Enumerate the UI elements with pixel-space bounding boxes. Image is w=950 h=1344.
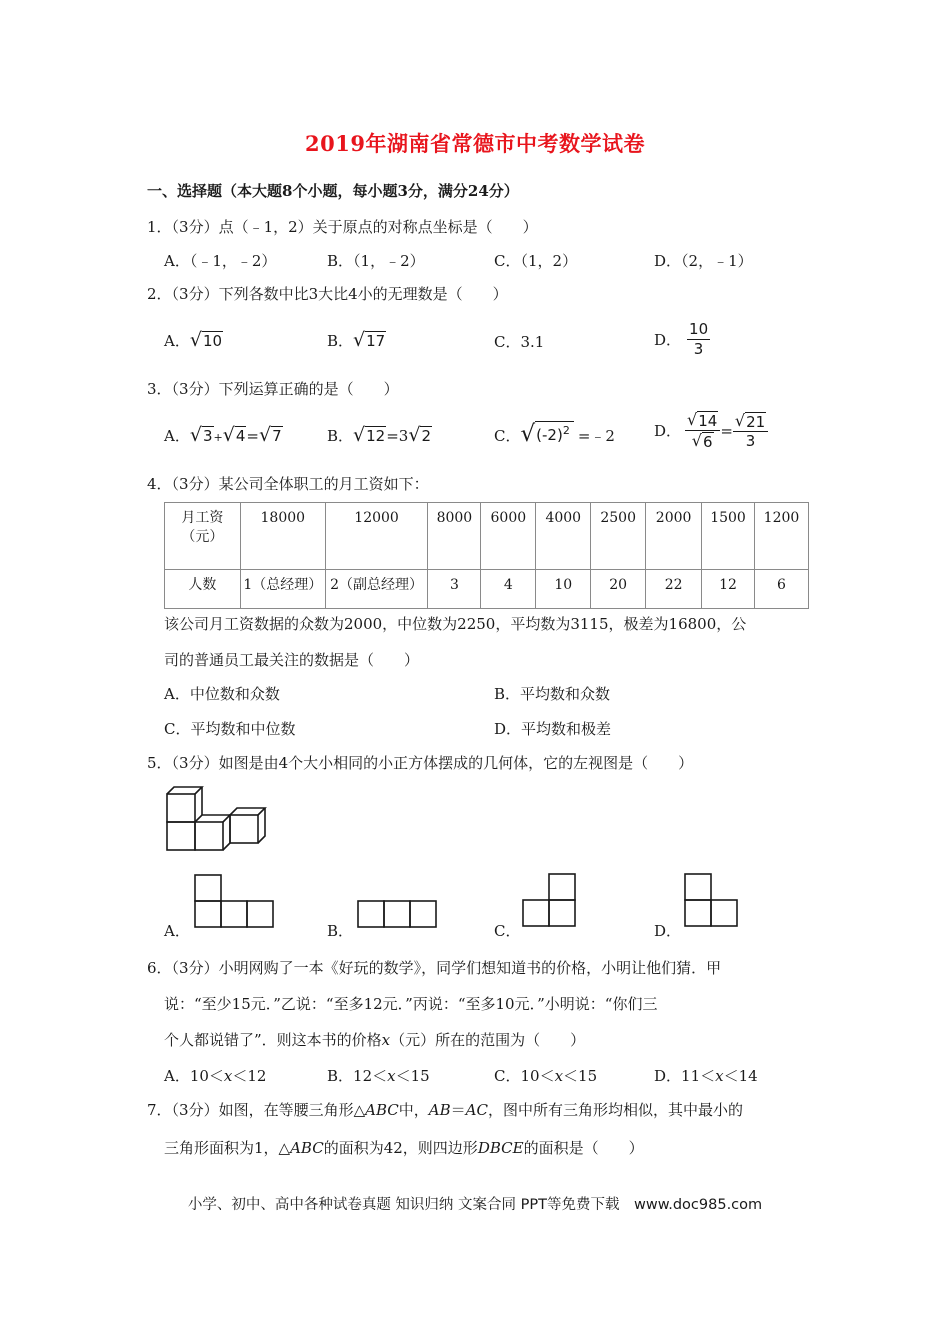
- table-cell: 1200: [755, 503, 809, 570]
- question-1-stem: 1．（3分）点（﹣1，2）关于原点的对称点坐标是（ ）: [147, 218, 538, 236]
- equals-sign: =: [720, 421, 733, 440]
- radicand: 7: [272, 427, 282, 445]
- table-cell: 2500: [591, 503, 646, 570]
- q6-option-a[interactable]: [164, 1066, 266, 1086]
- text-span: 7．（3分）如图，在等腰三角形△: [147, 1101, 366, 1119]
- q6-option-d[interactable]: [654, 1066, 758, 1086]
- q1-option-b[interactable]: B．（1，﹣2）: [327, 252, 425, 270]
- table-cell: 1500: [702, 503, 755, 570]
- text-span: D．11＜: [654, 1067, 716, 1085]
- sqrt-expression: √ 7: [258, 424, 282, 446]
- table-cell: 人数: [165, 569, 241, 608]
- radicand: [535, 421, 574, 444]
- text-span: 中，: [398, 1101, 429, 1119]
- table-row: [165, 503, 809, 570]
- q2-option-d[interactable]: [654, 320, 710, 359]
- q2-option-b[interactable]: [327, 330, 386, 351]
- question-4-stem: 4．（3分）某公司全体职工的月工资如下：: [147, 475, 429, 493]
- q6-text-line-2: 说：“至少15元．”乙说：“至多12元．”丙说：“至多10元．”小明说：“你们三: [164, 995, 658, 1013]
- sqrt-expression: √ 17: [353, 329, 386, 351]
- equals-neg-two: =﹣2: [577, 427, 615, 445]
- table-cell: 4: [481, 569, 536, 608]
- q1-option-a[interactable]: A．（﹣1，﹣2）: [164, 252, 277, 270]
- q1-option-d[interactable]: D．（2，﹣1）: [654, 252, 753, 270]
- quadrilateral-name: DBCE: [477, 1139, 524, 1157]
- triangle-name: ABC: [365, 1101, 399, 1119]
- q3-option-c[interactable]: [494, 421, 615, 446]
- question-5-stem: 5．（3分）如图是由4个大小相同的小正方体摆成的几何体，它的左视图是（ ）: [147, 754, 694, 772]
- table-cell: 6: [755, 569, 809, 608]
- text-span: 三角形面积为1，△: [164, 1139, 291, 1157]
- equals-sign: =: [246, 427, 259, 445]
- text-span: 个人都说错了”．则这本书的价格: [164, 1031, 382, 1049]
- text-span: 的面积为42，则四边形: [323, 1139, 478, 1157]
- q3-d-label: D．: [654, 421, 682, 440]
- numerator: √ 14: [685, 410, 720, 431]
- q7-text-line-2: [164, 1138, 644, 1158]
- option-c-view-figure[interactable]: [522, 873, 580, 929]
- q7-text-line-1: [147, 1100, 743, 1120]
- sqrt-expression: √ 10: [189, 329, 223, 351]
- variable-x: x: [381, 1031, 391, 1049]
- radicand: 14: [698, 412, 718, 430]
- table-cell: 3: [428, 569, 481, 608]
- variable-x: x: [554, 1067, 564, 1085]
- table-row: [165, 569, 809, 608]
- section-heading: 一、选择题（本大题8个小题，每小题3分，满分24分）: [147, 182, 519, 200]
- q5-option-c[interactable]: C．: [494, 922, 521, 940]
- equals-sign: ＝: [450, 1101, 466, 1119]
- option-a-view-figure[interactable]: [194, 874, 276, 930]
- radicand: 2: [421, 427, 432, 445]
- denominator: 3: [745, 431, 756, 450]
- q6-text-line-3: [164, 1030, 585, 1050]
- text-span: C．10＜: [494, 1067, 555, 1085]
- q2-a-label: A．: [164, 332, 190, 350]
- radicand: 21: [746, 412, 766, 431]
- q2-d-label: D．: [654, 330, 682, 349]
- table-cell: 20: [591, 569, 646, 608]
- fraction: [685, 410, 720, 451]
- q5-option-b[interactable]: B．: [327, 922, 354, 940]
- cube-solid-figure: [160, 780, 280, 860]
- table-cell: 18000: [240, 503, 325, 570]
- sqrt-expression: √ $(-2)^2$: [520, 421, 573, 444]
- text-span: ＜12: [232, 1067, 267, 1085]
- table-cell: 22: [646, 569, 702, 608]
- denominator: √ 6: [691, 431, 713, 451]
- table-cell: 12: [702, 569, 755, 608]
- question-3-stem: 3．（3分）下列运算正确的是（ ）: [147, 380, 399, 398]
- table-cell: 12000: [325, 503, 428, 570]
- text-span: ，图中所有三角形均相似，其中最小的: [487, 1101, 743, 1119]
- q2-option-a[interactable]: [164, 330, 223, 351]
- fraction: [687, 320, 710, 359]
- table-cell: 1（总经理）: [240, 569, 325, 608]
- q3-c-label: C．: [494, 427, 521, 445]
- variable-x: x: [223, 1067, 233, 1085]
- exponent: 2: [562, 424, 570, 437]
- segment-name: AC: [465, 1101, 488, 1119]
- table-cell: 2（副总经理）: [325, 569, 428, 608]
- q3-b-label: B．: [327, 427, 354, 445]
- q4-option-a[interactable]: A．中位数和众数: [164, 685, 280, 703]
- option-d-view-figure[interactable]: [684, 873, 742, 929]
- q3-a-label: A．: [164, 427, 190, 445]
- q4-text-line-2: 司的普通员工最关注的数据是（ ）: [164, 651, 420, 669]
- page-title: 2019年湖南省常德市中考数学试卷: [305, 131, 645, 156]
- plus-sign: +: [213, 431, 223, 444]
- table-cell: 8000: [428, 503, 481, 570]
- q2-b-label: B．: [327, 332, 354, 350]
- page-footer: 小学、初中、高中各种试卷真题 知识归纳 文案合同 PPT等免费下载 www.doc985.com: [187, 1197, 763, 1213]
- salary-table: [164, 502, 809, 609]
- table-cell: 4000: [536, 503, 591, 570]
- text-span: B．12＜: [327, 1067, 388, 1085]
- denominator: 3: [693, 340, 704, 358]
- radicand: 10: [202, 332, 223, 350]
- text-span: A．10＜: [164, 1067, 224, 1085]
- variable-x: x: [387, 1067, 396, 1085]
- table-cell: 月工资（元）: [165, 503, 241, 570]
- question-2-stem: 2．（3分）下列各数中比3大比4小的无理数是（ ）: [147, 285, 508, 303]
- text-span: （元）所在的范围为（ ）: [390, 1031, 586, 1049]
- sqrt-expression: √ 4: [222, 424, 246, 446]
- text-span: 的面积是（ ）: [523, 1139, 644, 1157]
- radicand: 3: [202, 427, 213, 445]
- radicand: 12: [366, 427, 386, 445]
- sqrt-expression: √ 3: [189, 424, 213, 446]
- numerator: 10: [689, 320, 709, 338]
- text-span: ＜15: [395, 1067, 430, 1085]
- q6-option-c[interactable]: [494, 1066, 597, 1086]
- sqrt-expression: √ 2: [408, 424, 432, 446]
- numerator: √ 21: [733, 411, 768, 432]
- q5-option-a[interactable]: A．: [164, 922, 190, 940]
- q3-option-a[interactable]: [164, 425, 283, 448]
- option-b-view-figure[interactable]: [357, 900, 439, 930]
- q4-option-d[interactable]: D．平均数和极差: [494, 720, 612, 738]
- q6-text-line-1: 6．（3分）小明网购了一本《好玩的数学》，同学们想知道书的价格，小明让他们猜．甲: [147, 959, 722, 977]
- equals-three: =3: [386, 427, 409, 445]
- text-span: ＜15: [563, 1067, 598, 1085]
- table-cell: 10: [536, 569, 591, 608]
- radicand: 4: [235, 427, 246, 445]
- q1-option-c[interactable]: C．（1，2）: [494, 252, 578, 270]
- sqrt-expression: √ 12: [353, 424, 386, 446]
- q3-option-b[interactable]: [327, 425, 432, 446]
- text-span: ＜14: [723, 1067, 758, 1085]
- fraction: [733, 411, 768, 451]
- triangle-name: ABC: [290, 1139, 324, 1157]
- radicand: 17: [366, 332, 386, 350]
- table-cell: 2000: [646, 503, 702, 570]
- table-cell: 6000: [481, 503, 536, 570]
- radicand: 6: [703, 433, 713, 451]
- q4-text-line-1: 该公司月工资数据的众数为2000，中位数为2250，平均数为3115，极差为16800，公: [164, 615, 747, 633]
- q2-option-c[interactable]: C．3.1: [494, 333, 545, 351]
- variable-x: x: [715, 1067, 724, 1085]
- q6-option-b[interactable]: [327, 1066, 430, 1086]
- radicand-base: (-2): [536, 426, 563, 444]
- q4-option-b[interactable]: B．平均数和众数: [494, 685, 611, 703]
- segment-name: AB: [428, 1101, 451, 1119]
- q3-option-d[interactable]: [654, 410, 768, 451]
- q4-option-c[interactable]: C．平均数和中位数: [164, 720, 296, 738]
- q5-option-d[interactable]: D．: [654, 922, 682, 940]
